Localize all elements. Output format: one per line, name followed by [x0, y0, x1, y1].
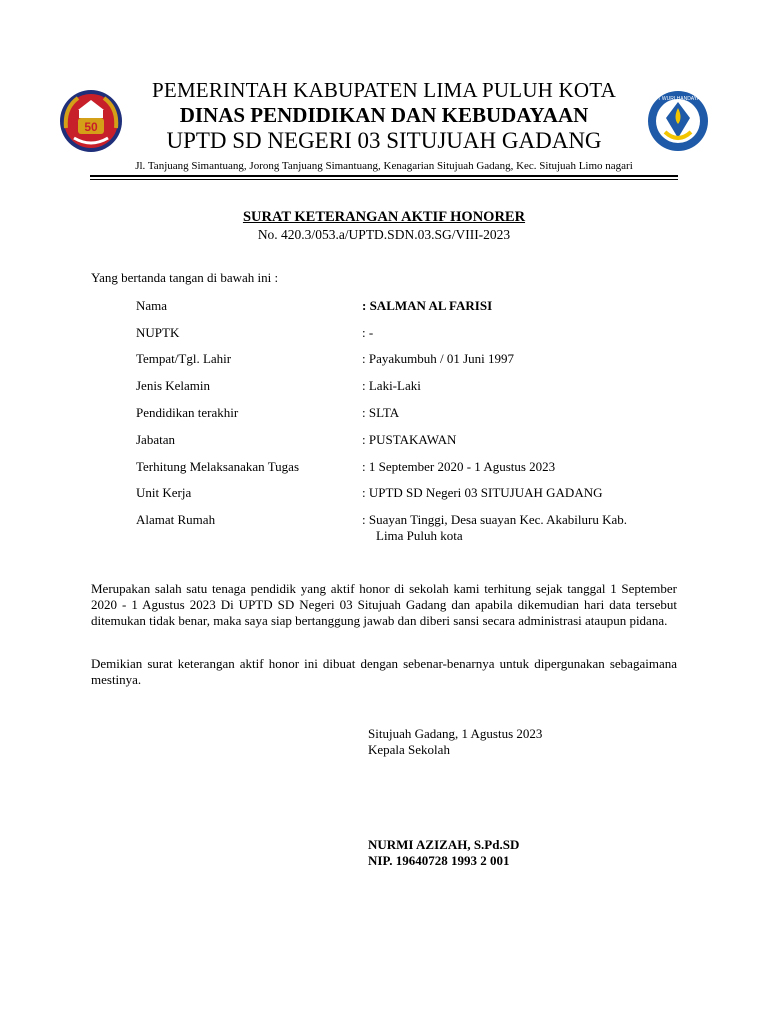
field-label: Nama [136, 298, 168, 313]
letter-number: No. 420.3/053.a/UPTD.SDN.03.SG/VIII-2023 [257, 227, 511, 242]
field-value: : SALMAN AL FARISI [362, 298, 493, 313]
signature-place-date: Situjuah Gadang, 1 Agustus 2023 [368, 726, 543, 741]
field-value: : Laki-Laki [362, 378, 421, 393]
field-value: : SLTA [362, 405, 400, 420]
field-label: Jabatan [136, 432, 175, 447]
field-value: : Payakumbuh / 01 Juni 1997 [362, 351, 515, 366]
letterhead-school: UPTD SD NEGERI 03 SITUJUAH GADANG [166, 128, 602, 153]
letterhead-divider-thick [90, 175, 678, 177]
letterhead-department: DINAS PENDIDIKAN DAN KEBUDAYAAN [179, 103, 589, 127]
field-label: Alamat Rumah [136, 512, 216, 527]
letterhead-address: Jl. Tanjuang Simantuang, Jorong Tanjuang Simantuang, Kenagarian Situjuah Gadang, Kec. Situjuah Limo nagari [135, 160, 633, 172]
letter-title: SURAT KETERANGAN AKTIF HONORER [242, 209, 526, 225]
field-label: NUPTK [136, 325, 180, 340]
intro-text: Yang bertanda tangan di bawah ini : [91, 270, 279, 285]
signature-name: NURMI AZIZAH, S.Pd.SD [368, 837, 520, 852]
letterhead-divider-thin [90, 179, 678, 180]
field-value-continued: Lima Puluh kota [376, 528, 463, 543]
signature-nip: NIP. 19640728 1993 2 001 [368, 853, 510, 868]
body-paragraph-2: Demikian surat keterangan aktif honor ini dibuat dengan sebenar-benarnya untuk dipergunakan sebagaimana mestinya. [91, 656, 677, 687]
letterhead-government: PEMERINTAH KABUPATEN LIMA PULUH KOTA [152, 78, 616, 102]
field-value: : 1 September 2020 - 1 Agustus 2023 [362, 459, 556, 474]
field-value: : - [362, 325, 374, 340]
svg-text:TUT WURI HANDAYANI: TUT WURI HANDAYANI [650, 96, 706, 102]
signature-position: Kepala Sekolah [368, 742, 450, 757]
field-value: : UPTD SD Negeri 03 SITUJUAH GADANG [362, 485, 603, 500]
field-label: Unit Kerja [136, 485, 192, 500]
field-label: Terhitung Melaksanakan Tugas [136, 459, 300, 474]
svg-text:50: 50 [84, 120, 98, 134]
field-label: Pendidikan terakhir [136, 405, 239, 420]
body-paragraph-1: Merupakan salah satu tenaga pendidik yang aktif honor di sekolah kami terhitung sejak tanggal 1 September 2020 - 1 Agustus 2023 Di UPTD SD Negeri 03 Situjuah Gadang dan apabila dikemudian hari data tersebut ditemukan tidak benar, maka saya siap bertanggung jawab dan diberi sansi secara administrasi ataupun pidana. [91, 581, 677, 628]
field-value: : PUSTAKAWAN [362, 432, 457, 447]
field-value: : Suayan Tinggi, Desa suayan Kec. Akabiluru Kab. [362, 512, 628, 527]
field-label: Jenis Kelamin [136, 378, 211, 393]
field-label: Tempat/Tgl. Lahir [136, 351, 232, 366]
